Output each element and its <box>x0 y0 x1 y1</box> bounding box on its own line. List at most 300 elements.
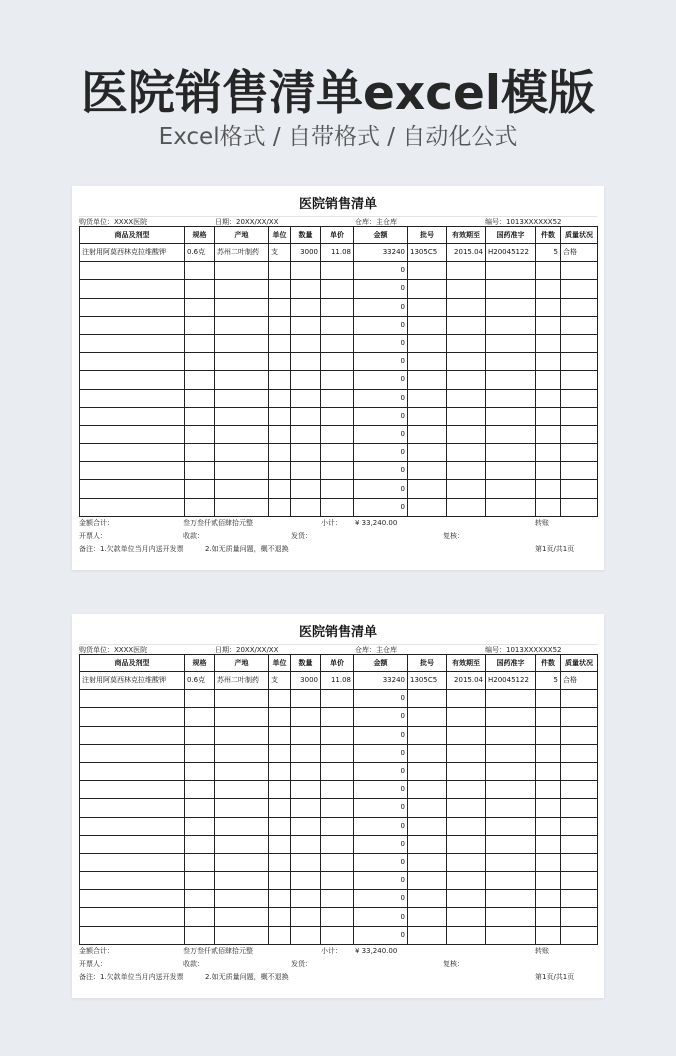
cell-price <box>321 890 354 908</box>
cell-quality <box>561 908 598 926</box>
cell-quality <box>561 890 598 908</box>
cell-amount: 0 <box>354 781 408 799</box>
cell-pieces <box>536 407 561 425</box>
cell-qty <box>291 799 321 817</box>
cell-batch <box>408 280 447 298</box>
cell-product <box>80 353 185 371</box>
cell-spec <box>185 781 215 799</box>
subtotal-value: ¥ 33,240.00 <box>355 946 398 955</box>
cell-quality <box>561 853 598 871</box>
cell-pieces <box>536 872 561 890</box>
cell-price <box>321 498 354 516</box>
table-header-row <box>80 655 598 672</box>
cell-expiry: 2015.04 <box>447 672 486 690</box>
column-header-amount: 金额 <box>354 227 408 244</box>
cell-product <box>80 799 185 817</box>
column-header-pieces: 件数 <box>536 655 561 672</box>
table-row <box>80 298 598 316</box>
cell-approval <box>486 744 536 762</box>
cell-unit <box>269 762 291 780</box>
cell-spec <box>185 334 215 352</box>
cell-origin <box>215 280 269 298</box>
cell-price: 11.08 <box>321 244 354 262</box>
cell-approval <box>486 726 536 744</box>
date-field: 日期：20XX/XX/XX <box>215 218 279 226</box>
table-row <box>80 262 598 280</box>
cell-pieces <box>536 762 561 780</box>
cell-amount: 0 <box>354 498 408 516</box>
cell-expiry <box>447 853 486 871</box>
cell-batch <box>408 908 447 926</box>
cell-batch <box>408 690 447 708</box>
cell-quality <box>561 726 598 744</box>
cell-price <box>321 316 354 334</box>
date-field: 日期：20XX/XX/XX <box>215 646 279 654</box>
cell-batch <box>408 926 447 944</box>
cell-price <box>321 298 354 316</box>
cell-product <box>80 280 185 298</box>
cell-price: 11.08 <box>321 672 354 690</box>
subtotal-value: ¥ 33,240.00 <box>355 518 398 527</box>
cell-qty <box>291 353 321 371</box>
cell-expiry <box>447 316 486 334</box>
cell-approval <box>486 425 536 443</box>
cell-qty <box>291 407 321 425</box>
cell-product <box>80 744 185 762</box>
cell-approval <box>486 353 536 371</box>
cell-product <box>80 890 185 908</box>
cell-origin <box>215 298 269 316</box>
cell-price <box>321 462 354 480</box>
table-row <box>80 316 598 334</box>
cell-amount: 0 <box>354 316 408 334</box>
cell-price <box>321 835 354 853</box>
cell-pieces: 5 <box>536 244 561 262</box>
cell-qty <box>291 908 321 926</box>
cell-batch <box>408 744 447 762</box>
cell-qty <box>291 480 321 498</box>
cell-product <box>80 762 185 780</box>
cell-pieces <box>536 744 561 762</box>
cell-expiry <box>447 726 486 744</box>
cell-product <box>80 690 185 708</box>
column-header-spec: 规格 <box>185 227 215 244</box>
payment-method: 转账 <box>535 518 549 527</box>
table-row <box>80 853 598 871</box>
buyer-field: 购货单位：XXXX医院 <box>79 218 148 226</box>
cell-origin <box>215 890 269 908</box>
note-text: 备注：1.欠款单位当月内送开发票 <box>79 972 184 981</box>
column-header-unit: 单位 <box>269 655 291 672</box>
cell-pieces <box>536 298 561 316</box>
footer-note-row <box>79 971 597 984</box>
number-field: 编号：1013XXXXXX52 <box>485 218 562 226</box>
table-row <box>80 244 598 262</box>
cell-batch <box>408 835 447 853</box>
cell-product <box>80 389 185 407</box>
cell-approval <box>486 926 536 944</box>
column-header-expiry: 有效期至 <box>447 227 486 244</box>
table-row <box>80 781 598 799</box>
total-words: 叁万叁仟贰佰肆拾元整 <box>183 518 253 527</box>
cell-spec <box>185 280 215 298</box>
cell-quality <box>561 371 598 389</box>
cell-price <box>321 480 354 498</box>
cell-spec <box>185 726 215 744</box>
payee-label: 收款： <box>183 959 204 968</box>
table-row <box>80 389 598 407</box>
table-row <box>80 799 598 817</box>
table-row <box>80 690 598 708</box>
cell-product: 注射用阿莫西林克拉维酸钾 <box>80 672 185 690</box>
cell-quality <box>561 690 598 708</box>
cell-product <box>80 462 185 480</box>
column-header-unit: 单位 <box>269 227 291 244</box>
cell-qty <box>291 280 321 298</box>
cell-spec <box>185 498 215 516</box>
cell-origin <box>215 908 269 926</box>
cell-batch <box>408 298 447 316</box>
cell-quality <box>561 425 598 443</box>
cell-approval <box>486 371 536 389</box>
cell-batch <box>408 425 447 443</box>
table-row <box>80 817 598 835</box>
cell-approval: H20045122 <box>486 244 536 262</box>
cell-batch <box>408 462 447 480</box>
cell-pieces <box>536 444 561 462</box>
column-header-quality: 质量状况 <box>561 655 598 672</box>
note-text: 备注：1.欠款单位当月内送开发票 <box>79 544 184 553</box>
cell-expiry <box>447 353 486 371</box>
cell-unit <box>269 799 291 817</box>
cell-origin <box>215 407 269 425</box>
cell-pieces <box>536 262 561 280</box>
cell-amount: 0 <box>354 298 408 316</box>
issuer-label: 开票人： <box>79 959 107 968</box>
column-header-price: 单价 <box>321 655 354 672</box>
cell-product <box>80 908 185 926</box>
cell-product: 注射用阿莫西林克拉维酸钾 <box>80 244 185 262</box>
cell-quality <box>561 389 598 407</box>
cell-unit <box>269 389 291 407</box>
cell-qty <box>291 726 321 744</box>
cell-pieces <box>536 926 561 944</box>
sheet-content <box>79 622 597 992</box>
cell-qty <box>291 835 321 853</box>
cell-price <box>321 817 354 835</box>
cell-qty: 3000 <box>291 244 321 262</box>
cell-origin <box>215 690 269 708</box>
sales-table <box>79 226 598 517</box>
table-row <box>80 890 598 908</box>
reviewer-label: 复核： <box>443 531 464 540</box>
subtotal-label: 小计： <box>321 946 342 955</box>
cell-quality <box>561 781 598 799</box>
cell-approval: H20045122 <box>486 672 536 690</box>
cell-spec <box>185 480 215 498</box>
cell-amount: 0 <box>354 444 408 462</box>
table-header-row <box>80 227 598 244</box>
column-header-origin: 产地 <box>215 655 269 672</box>
cell-spec <box>185 908 215 926</box>
note-text-2: 2.如无质量问题，概不退换 <box>205 972 289 981</box>
cell-approval <box>486 480 536 498</box>
payment-method: 转账 <box>535 946 549 955</box>
cell-unit <box>269 334 291 352</box>
cell-approval <box>486 835 536 853</box>
table-row <box>80 462 598 480</box>
sales-table <box>79 654 598 945</box>
cell-spec <box>185 262 215 280</box>
cell-batch <box>408 872 447 890</box>
cell-qty <box>291 926 321 944</box>
table-row <box>80 371 598 389</box>
cell-batch <box>408 444 447 462</box>
cell-qty <box>291 708 321 726</box>
cell-pieces <box>536 425 561 443</box>
cell-spec <box>185 425 215 443</box>
cell-qty <box>291 462 321 480</box>
cell-batch: 1305C5 <box>408 672 447 690</box>
table-row <box>80 708 598 726</box>
column-header-origin: 产地 <box>215 227 269 244</box>
table-row <box>80 762 598 780</box>
cell-origin <box>215 781 269 799</box>
cell-quality <box>561 872 598 890</box>
cell-qty <box>291 262 321 280</box>
table-row <box>80 726 598 744</box>
cell-origin <box>215 462 269 480</box>
cell-origin <box>215 726 269 744</box>
cell-pieces <box>536 334 561 352</box>
cell-batch <box>408 708 447 726</box>
cell-spec <box>185 298 215 316</box>
cell-approval <box>486 799 536 817</box>
cell-pieces <box>536 890 561 908</box>
cell-expiry <box>447 444 486 462</box>
cell-batch <box>408 407 447 425</box>
cell-origin: 苏州二叶制药 <box>215 244 269 262</box>
column-header-product: 商品及剂型 <box>80 227 185 244</box>
cell-spec <box>185 853 215 871</box>
cell-product <box>80 498 185 516</box>
cell-quality <box>561 835 598 853</box>
cell-amount: 0 <box>354 425 408 443</box>
cell-product <box>80 444 185 462</box>
cell-unit <box>269 280 291 298</box>
column-header-batch: 批号 <box>408 655 447 672</box>
cell-qty <box>291 690 321 708</box>
table-row <box>80 926 598 944</box>
cell-approval <box>486 280 536 298</box>
cell-expiry <box>447 280 486 298</box>
cell-qty <box>291 389 321 407</box>
cell-origin <box>215 853 269 871</box>
cell-origin <box>215 389 269 407</box>
cell-pieces <box>536 316 561 334</box>
cell-product <box>80 708 185 726</box>
cell-pieces <box>536 708 561 726</box>
warehouse-field: 仓库：主仓库 <box>355 646 397 654</box>
cell-spec <box>185 799 215 817</box>
cell-unit <box>269 926 291 944</box>
table-row <box>80 672 598 690</box>
cell-amount: 0 <box>354 799 408 817</box>
cell-quality: 合格 <box>561 244 598 262</box>
cell-approval <box>486 872 536 890</box>
cell-unit <box>269 690 291 708</box>
cell-expiry <box>447 799 486 817</box>
hero-title: 医院销售清单excel模版 <box>80 66 596 121</box>
cell-amount: 0 <box>354 353 408 371</box>
cell-approval <box>486 334 536 352</box>
cell-pieces <box>536 908 561 926</box>
cell-approval <box>486 389 536 407</box>
cell-qty <box>291 817 321 835</box>
cell-amount: 0 <box>354 926 408 944</box>
sales-sheet-preview-1 <box>72 186 604 570</box>
footer-sign-row <box>79 530 597 543</box>
cell-spec <box>185 316 215 334</box>
cell-origin <box>215 762 269 780</box>
cell-batch <box>408 781 447 799</box>
cell-product <box>80 425 185 443</box>
sheet-content <box>79 194 597 564</box>
cell-origin <box>215 316 269 334</box>
cell-expiry <box>447 890 486 908</box>
cell-unit <box>269 480 291 498</box>
cell-product <box>80 926 185 944</box>
cell-unit <box>269 498 291 516</box>
cell-product <box>80 726 185 744</box>
cell-price <box>321 926 354 944</box>
cell-price <box>321 371 354 389</box>
cell-unit <box>269 853 291 871</box>
cell-origin <box>215 817 269 835</box>
cell-product <box>80 817 185 835</box>
shipper-label: 发货： <box>291 531 312 540</box>
cell-spec: 0.6克 <box>185 672 215 690</box>
cell-origin <box>215 371 269 389</box>
cell-unit <box>269 744 291 762</box>
table-row <box>80 407 598 425</box>
cell-price <box>321 690 354 708</box>
cell-product <box>80 334 185 352</box>
cell-batch <box>408 762 447 780</box>
column-header-batch: 批号 <box>408 227 447 244</box>
cell-pieces: 5 <box>536 672 561 690</box>
cell-expiry <box>447 908 486 926</box>
cell-expiry <box>447 334 486 352</box>
cell-quality <box>561 407 598 425</box>
cell-approval <box>486 817 536 835</box>
cell-expiry <box>447 462 486 480</box>
shipper-label: 发货： <box>291 959 312 968</box>
column-header-quality: 质量状况 <box>561 227 598 244</box>
cell-product <box>80 781 185 799</box>
cell-unit <box>269 371 291 389</box>
cell-qty <box>291 744 321 762</box>
cell-expiry <box>447 480 486 498</box>
reviewer-label: 复核： <box>443 959 464 968</box>
cell-approval <box>486 498 536 516</box>
cell-expiry <box>447 262 486 280</box>
cell-approval <box>486 462 536 480</box>
cell-product <box>80 298 185 316</box>
cell-quality <box>561 462 598 480</box>
cell-price <box>321 407 354 425</box>
table-row <box>80 353 598 371</box>
sales-sheet-preview-2 <box>72 614 604 998</box>
cell-unit: 支 <box>269 672 291 690</box>
cell-origin <box>215 334 269 352</box>
cell-qty <box>291 334 321 352</box>
cell-spec <box>185 762 215 780</box>
page-indicator: 第1页/共1页 <box>535 972 575 981</box>
total-label: 金额合计： <box>79 518 114 527</box>
cell-pieces <box>536 835 561 853</box>
cell-approval <box>486 890 536 908</box>
cell-spec <box>185 872 215 890</box>
number-field: 编号：1013XXXXXX52 <box>485 646 562 654</box>
cell-pieces <box>536 726 561 744</box>
cell-pieces <box>536 462 561 480</box>
cell-amount: 0 <box>354 407 408 425</box>
cell-expiry <box>447 690 486 708</box>
cell-unit <box>269 316 291 334</box>
column-header-price: 单价 <box>321 227 354 244</box>
cell-unit <box>269 425 291 443</box>
cell-qty <box>291 371 321 389</box>
table-row <box>80 908 598 926</box>
cell-spec <box>185 462 215 480</box>
cell-spec <box>185 371 215 389</box>
cell-batch <box>408 480 447 498</box>
cell-price <box>321 781 354 799</box>
cell-amount: 0 <box>354 690 408 708</box>
cell-spec <box>185 407 215 425</box>
table-row <box>80 280 598 298</box>
cell-approval <box>486 853 536 871</box>
cell-batch <box>408 371 447 389</box>
cell-unit <box>269 298 291 316</box>
cell-qty: 3000 <box>291 672 321 690</box>
cell-quality: 合格 <box>561 672 598 690</box>
cell-expiry <box>447 407 486 425</box>
cell-approval <box>486 262 536 280</box>
cell-quality <box>561 799 598 817</box>
column-header-spec: 规格 <box>185 655 215 672</box>
cell-amount: 33240 <box>354 244 408 262</box>
cell-origin <box>215 480 269 498</box>
cell-origin <box>215 498 269 516</box>
column-header-approval: 国药准字 <box>486 227 536 244</box>
cell-batch <box>408 262 447 280</box>
cell-price <box>321 708 354 726</box>
footer-note-row <box>79 543 597 556</box>
cell-spec <box>185 817 215 835</box>
footer-total-row <box>79 945 597 958</box>
cell-amount: 0 <box>354 744 408 762</box>
cell-qty <box>291 498 321 516</box>
cell-expiry <box>447 926 486 944</box>
subtotal-label: 小计： <box>321 518 342 527</box>
cell-expiry <box>447 744 486 762</box>
cell-unit <box>269 262 291 280</box>
cell-origin <box>215 926 269 944</box>
cell-price <box>321 334 354 352</box>
table-row <box>80 334 598 352</box>
